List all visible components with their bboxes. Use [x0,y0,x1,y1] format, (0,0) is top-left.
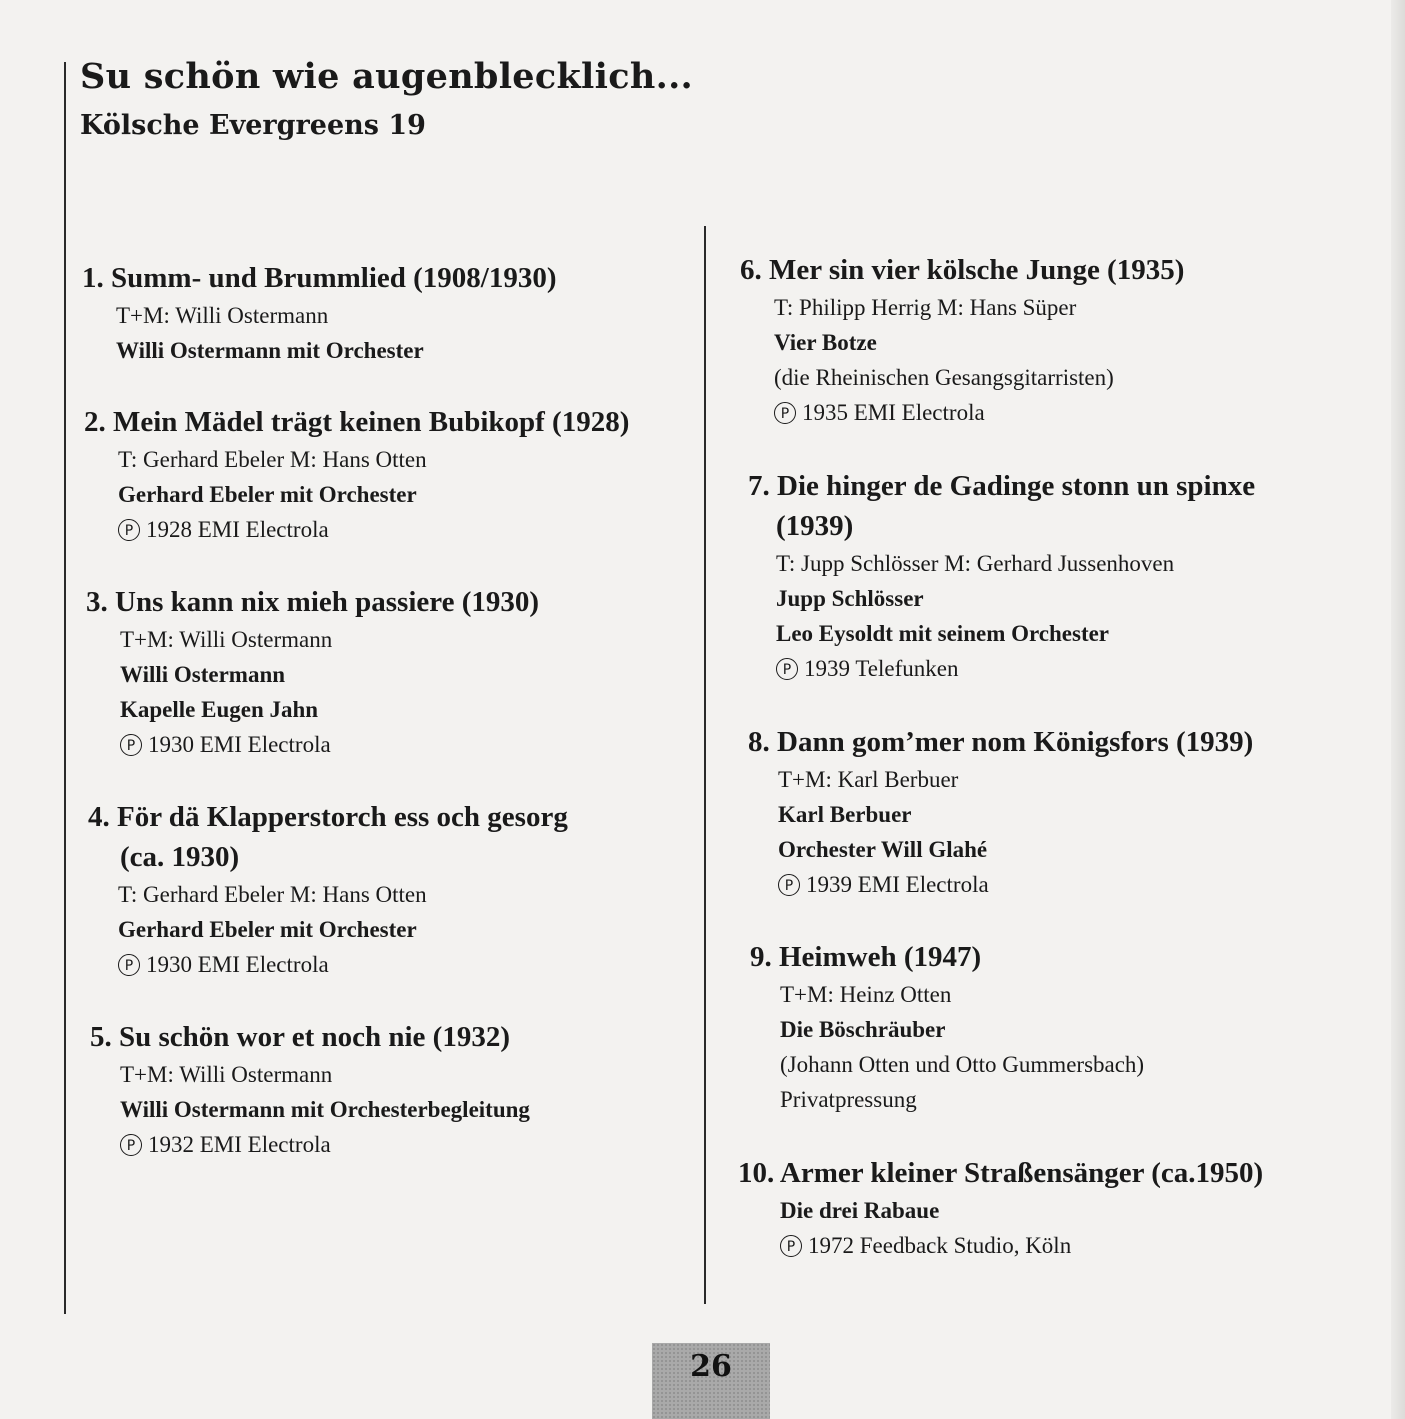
track-label-text: 1932 EMI Electrola [148,1132,331,1157]
track-performer: Orchester Will Glahé [778,837,988,862]
track-performer: Kapelle Eugen Jahn [120,697,319,722]
track-label-text: 1972 Feedback Studio, Köln [808,1233,1072,1258]
track-7 [748,466,1255,686]
track-performer: Die Böschräuber [780,1017,946,1042]
track-label [88,947,568,982]
phonogram-icon: P [120,1134,142,1156]
track-title: 3. Uns kann nix mieh passiere (1930) [86,586,540,618]
right-column-rule [704,226,706,1304]
page-number-box [652,1343,770,1419]
track-label [738,1228,1263,1263]
track-1 [82,258,557,368]
track-8 [748,722,1253,902]
track-9 [750,937,1144,1117]
track-performer: Vier Botze [774,330,877,355]
track-credits: T+M: Willi Ostermann [120,1062,333,1087]
phonogram-icon: P [120,734,142,756]
track-title: 1. Summ- und Brummlied (1908/1930) [82,262,557,294]
track-credits: T+M: Karl Berbuer [778,767,959,792]
track-performer-note: (die Rheinischen Gesangsgitarristen) [774,365,1114,390]
track-performer: Willi Ostermann mit Orchesterbegleitung [120,1097,530,1122]
track-10 [738,1153,1263,1263]
track-title-continued: (1939) [776,510,854,542]
track-4 [88,797,568,982]
track-title: 6. Mer sin vier kölsche Junge (1935) [740,254,1185,286]
track-credits: T+M: Heinz Otten [780,982,952,1007]
track-2 [84,402,629,547]
track-credits: T: Jupp Schlösser M: Gerhard Jussenhoven [776,551,1175,576]
phonogram-icon: P [118,954,140,976]
track-label [90,1127,530,1162]
booklet-title: Su schön wie augenblecklich... [80,56,694,97]
track-6 [740,250,1184,430]
booklet-subtitle: Kölsche Evergreens 19 [80,110,426,141]
track-label-text: 1928 EMI Electrola [146,517,329,542]
phonogram-icon: P [778,874,800,896]
phonogram-icon: P [118,519,140,541]
track-title: 8. Dann gom’mer nom Königsfors (1939) [748,726,1254,758]
track-label-text: Privatpressung [780,1087,917,1112]
track-label [748,867,1253,902]
left-column-rule [64,62,66,1314]
track-performer: Leo Eysoldt mit seinem Orchester [776,621,1110,646]
track-label [86,727,539,762]
track-label [84,512,629,547]
track-performer: Gerhard Ebeler mit Orchester [118,482,417,507]
track-3 [86,582,539,762]
track-title: 7. Die hinger de Gadinge stonn un spinxe [748,470,1256,502]
page-number: 26 [690,1349,732,1384]
track-title: 4. För dä Klapperstorch ess och gesorg [88,801,568,833]
track-label-text: 1930 EMI Electrola [146,952,329,977]
phonogram-icon: P [780,1235,802,1257]
track-credits: T: Philipp Herrig M: Hans Süper [774,295,1077,320]
track-credits: T: Gerhard Ebeler M: Hans Otten [118,882,427,907]
page-edge [1391,0,1405,1419]
track-title-continued: (ca. 1930) [120,841,240,873]
phonogram-icon: P [774,402,796,424]
track-performer: Die drei Rabaue [780,1198,940,1223]
track-label-text: 1939 Telefunken [804,656,959,681]
track-performer-note: (Johann Otten und Otto Gummersbach) [780,1052,1145,1077]
phonogram-icon: P [776,658,798,680]
track-label-text: 1939 EMI Electrola [806,872,989,897]
track-label-text: 1930 EMI Electrola [148,732,331,757]
track-title: 9. Heimweh (1947) [750,941,982,973]
track-performer: Karl Berbuer [778,802,912,827]
track-performer: Gerhard Ebeler mit Orchester [118,917,417,942]
track-performer: Willi Ostermann mit Orchester [116,338,424,363]
track-title: 10. Armer kleiner Straßensänger (ca.1950) [738,1157,1264,1189]
track-title: 2. Mein Mädel trägt keinen Bubikopf (1928) [84,406,630,438]
track-credits: T+M: Willi Ostermann [116,303,329,328]
track-5 [90,1017,530,1162]
track-credits: T+M: Willi Ostermann [120,627,333,652]
track-title: 5. Su schön wor et noch nie (1932) [90,1021,510,1053]
track-label [748,651,1255,686]
track-label-text: 1935 EMI Electrola [802,400,985,425]
track-performer: Jupp Schlösser [776,586,924,611]
track-credits: T: Gerhard Ebeler M: Hans Otten [118,447,427,472]
track-label [740,395,1184,430]
track-performer: Willi Ostermann [120,662,286,687]
